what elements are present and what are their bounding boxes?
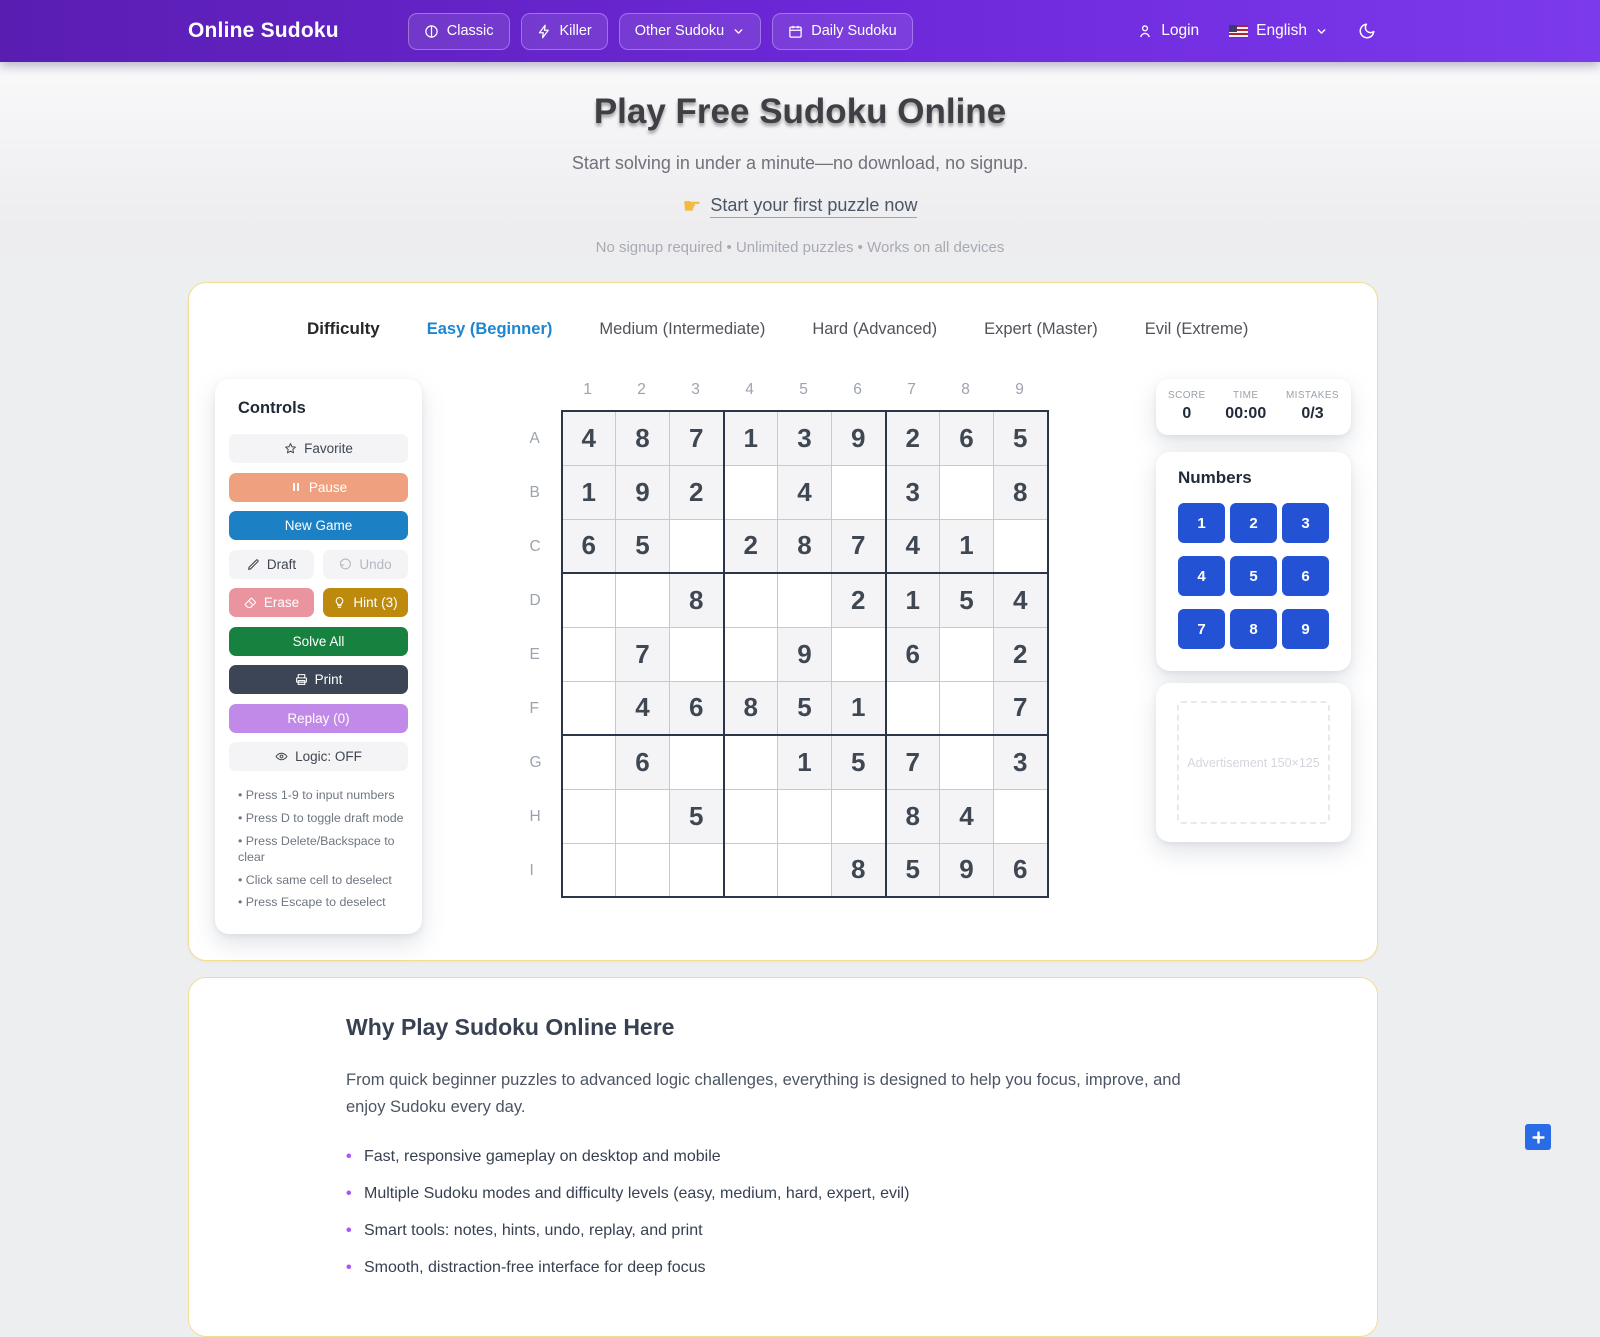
grid-row-label: E: [530, 628, 561, 682]
grid-cell-I2[interactable]: [616, 843, 670, 897]
grid-cell-F4[interactable]: 8: [724, 681, 778, 735]
grid-cell-F1[interactable]: [562, 681, 616, 735]
grid-cell-E1[interactable]: [562, 627, 616, 681]
stat-label: TIME: [1225, 390, 1266, 401]
control-button-label: Solve All: [293, 634, 345, 649]
control-button-print[interactable]: [229, 665, 408, 694]
stat-label: SCORE: [1168, 390, 1206, 401]
tab-easy-beginner[interactable]: Easy (Beginner): [427, 320, 553, 339]
nav-button-classic[interactable]: [408, 13, 510, 50]
grid-row-label: G: [530, 736, 561, 790]
grid-cell-B4[interactable]: [724, 465, 778, 519]
controls-panel: [215, 379, 422, 934]
controls-tips: [238, 788, 408, 911]
why-bullet: • Fast, responsive gameplay on desktop and mobile: [346, 1148, 1317, 1166]
grid-row-label: A: [530, 412, 561, 466]
hero-cta-line: [0, 195, 1600, 217]
hero: [0, 62, 1600, 256]
star-icon: [284, 442, 297, 455]
tip-item: • Click same cell to deselect: [238, 873, 404, 889]
stat-score: [1168, 390, 1206, 423]
login-button[interactable]: [1135, 18, 1201, 44]
grid-cell-C4[interactable]: 2: [724, 519, 778, 573]
pencil-icon: [247, 558, 260, 571]
grid-cell-B6[interactable]: [832, 465, 886, 519]
grid-cell-D3[interactable]: 8: [670, 573, 724, 627]
nav-label: Classic: [447, 23, 494, 39]
tab-medium-intermediate[interactable]: Medium (Intermediate): [599, 320, 765, 339]
grid-cell-H1[interactable]: [562, 789, 616, 843]
grid-cell-E3[interactable]: [670, 627, 724, 681]
grid-cell-E2[interactable]: 7: [616, 627, 670, 681]
grid-cell-I7[interactable]: 5: [886, 843, 940, 897]
grid-cell-A8[interactable]: 6: [940, 411, 994, 465]
number-pad: [1178, 503, 1329, 649]
plus-icon: [1530, 1129, 1547, 1146]
grid-column-header: 8: [939, 381, 993, 403]
grid-cell-F8[interactable]: [940, 681, 994, 735]
grid-column-header: 6: [831, 381, 885, 403]
why-bullet: • Smart tools: notes, hints, undo, replay, and print: [346, 1222, 1317, 1240]
start-puzzle-link[interactable]: Start your first puzzle now: [710, 195, 917, 218]
grid-cell-B9[interactable]: 8: [994, 465, 1048, 519]
grid-cell-H3[interactable]: 5: [670, 789, 724, 843]
grid-cell-H2[interactable]: [616, 789, 670, 843]
grid-cell-I9[interactable]: 6: [994, 843, 1048, 897]
header-right: [1135, 18, 1378, 44]
control-button-label: Logic: OFF: [295, 749, 362, 764]
grid-column-header: 4: [723, 381, 777, 403]
grid-cell-E4[interactable]: [724, 627, 778, 681]
grid-cell-A1[interactable]: 4: [562, 411, 616, 465]
grid-column-header: 3: [669, 381, 723, 403]
number-button-5[interactable]: 5: [1230, 556, 1277, 596]
hero-subtitle: Start solving in under a minute—no download, no signup.: [0, 153, 1600, 174]
stat-value: 00:00: [1225, 405, 1266, 423]
control-button-favorite[interactable]: [229, 434, 408, 463]
hero-features: No signup required • Unlimited puzzles • Works on all devices: [0, 239, 1600, 256]
grid-row-labels: [530, 410, 561, 898]
controls-rows: [229, 434, 408, 771]
grid-cell-C2[interactable]: 5: [616, 519, 670, 573]
right-column: [1156, 379, 1351, 842]
grid-cell-D8[interactable]: 5: [940, 573, 994, 627]
grid-cell-I5[interactable]: [778, 843, 832, 897]
grid-cell-G3[interactable]: [670, 735, 724, 789]
control-button-erase[interactable]: [229, 588, 314, 617]
grid-column-header: 7: [885, 381, 939, 403]
game-card: [188, 282, 1378, 961]
grid-row-label: D: [530, 574, 561, 628]
grid-cell-B2[interactable]: 9: [616, 465, 670, 519]
login-label: Login: [1161, 22, 1199, 40]
control-button-draft[interactable]: [229, 550, 314, 579]
grid-cell-G8[interactable]: [940, 735, 994, 789]
grid-row-label: I: [530, 844, 561, 898]
theme-toggle-button[interactable]: [1356, 18, 1378, 44]
control-button-label: Undo: [359, 557, 391, 572]
grid-cell-D5[interactable]: [778, 573, 832, 627]
grid-cell-H6[interactable]: [832, 789, 886, 843]
eye-icon: [275, 750, 288, 763]
grid-cell-G1[interactable]: [562, 735, 616, 789]
grid-cell-F2[interactable]: 4: [616, 681, 670, 735]
control-button-hint-3[interactable]: [323, 588, 408, 617]
numbers-panel: [1156, 452, 1351, 671]
grid-cell-C6[interactable]: 7: [832, 519, 886, 573]
grid-cell-B5[interactable]: 4: [778, 465, 832, 519]
grid-cell-A3[interactable]: 7: [670, 411, 724, 465]
nav-label: Killer: [560, 23, 592, 39]
grid-cell-A5[interactable]: 3: [778, 411, 832, 465]
grid-cell-F3[interactable]: 6: [670, 681, 724, 735]
numbers-title: Numbers: [1178, 468, 1329, 488]
stats-panel: [1156, 379, 1351, 435]
grid-cell-F9[interactable]: 7: [994, 681, 1048, 735]
control-button-new-game[interactable]: [229, 511, 408, 540]
bolt-icon: [537, 24, 552, 39]
grid-row-label: B: [530, 466, 561, 520]
number-button-4[interactable]: 4: [1178, 556, 1225, 596]
why-intro: From quick beginner puzzles to advanced logic challenges, everything is designed to help you focus, improve, and enjoy Sudoku every day.: [346, 1067, 1201, 1121]
stat-value: 0/3: [1286, 405, 1339, 423]
grid-cell-G6[interactable]: 5: [832, 735, 886, 789]
moon-icon: [1358, 22, 1376, 40]
grid-cell-B1[interactable]: 1: [562, 465, 616, 519]
grid-column-header: 5: [777, 381, 831, 403]
why-bullet: • Multiple Sudoku modes and difficulty levels (easy, medium, hard, expert, evil): [346, 1185, 1317, 1203]
grid-cell-C9[interactable]: [994, 519, 1048, 573]
grid-cell-C5[interactable]: 8: [778, 519, 832, 573]
grid-cell-C8[interactable]: 1: [940, 519, 994, 573]
control-button-solve-all[interactable]: [229, 627, 408, 656]
grid-row-label: C: [530, 520, 561, 574]
grid-cell-C7[interactable]: 4: [886, 519, 940, 573]
control-button-label: New Game: [285, 518, 353, 533]
grid-cell-A7[interactable]: 2: [886, 411, 940, 465]
grid-cell-I6[interactable]: 8: [832, 843, 886, 897]
grid-cell-H8[interactable]: 4: [940, 789, 994, 843]
stat-value: 0: [1168, 405, 1206, 423]
ad-placeholder: Advertisement 150×125: [1177, 701, 1330, 824]
grid-column-header: 2: [615, 381, 669, 403]
control-button-label: Pause: [309, 480, 347, 495]
grid-cell-E7[interactable]: 6: [886, 627, 940, 681]
stat-mistakes: [1286, 390, 1339, 423]
nav-label: Daily Sudoku: [811, 23, 896, 39]
grid-cell-A9[interactable]: 5: [994, 411, 1048, 465]
grid-cell-I3[interactable]: [670, 843, 724, 897]
tab-evil-extreme[interactable]: Evil (Extreme): [1145, 320, 1249, 339]
control-button-label: Replay (0): [287, 711, 349, 726]
grid-cell-D1[interactable]: [562, 573, 616, 627]
language-label: English: [1256, 22, 1307, 40]
control-button-label: Erase: [264, 595, 299, 610]
number-button-6[interactable]: 6: [1282, 556, 1329, 596]
ad-panel: [1156, 683, 1351, 842]
grid-column-headers: [561, 381, 1049, 403]
grid-cell-A6[interactable]: 9: [832, 411, 886, 465]
grid-cell-E8[interactable]: [940, 627, 994, 681]
number-button-9[interactable]: 9: [1282, 609, 1329, 649]
grid-cell-G9[interactable]: 3: [994, 735, 1048, 789]
control-button-pause[interactable]: [229, 473, 408, 502]
grid-cell-F6[interactable]: 1: [832, 681, 886, 735]
grid-cell-A4[interactable]: 1: [724, 411, 778, 465]
grid-cell-H4[interactable]: [724, 789, 778, 843]
control-button-logic-off[interactable]: [229, 742, 408, 771]
tip-item: • Press D to toggle draft mode: [238, 811, 404, 827]
grid-cell-E5[interactable]: 9: [778, 627, 832, 681]
number-button-7[interactable]: 7: [1178, 609, 1225, 649]
us-flag-icon: [1229, 25, 1248, 38]
controls-title: Controls: [238, 399, 408, 418]
grid-cell-H9[interactable]: [994, 789, 1048, 843]
grid-cell-G7[interactable]: 7: [886, 735, 940, 789]
control-button-label: Hint (3): [353, 595, 397, 610]
grid-cell-F5[interactable]: 5: [778, 681, 832, 735]
nav-button-other-sudoku[interactable]: [619, 13, 761, 50]
header: [0, 0, 1600, 62]
tab-expert-master[interactable]: Expert (Master): [984, 320, 1098, 339]
number-button-3[interactable]: 3: [1282, 503, 1329, 543]
printer-icon: [295, 673, 308, 686]
why-bullet: • Smooth, distraction-free interface for deep focus: [346, 1259, 1317, 1277]
nav-label: Other Sudoku: [635, 23, 724, 39]
grid-cell-G5[interactable]: 1: [778, 735, 832, 789]
why-title: Why Play Sudoku Online Here: [346, 1014, 1317, 1041]
control-button-replay-0[interactable]: [229, 704, 408, 733]
logo[interactable]: Online Sudoku: [188, 19, 339, 43]
calendar-icon: [788, 24, 803, 39]
nav-button-daily-sudoku[interactable]: [772, 13, 912, 50]
grid-cell-A2[interactable]: 8: [616, 411, 670, 465]
chevron-down-icon: [732, 25, 745, 38]
stat-label: MISTAKES: [1286, 390, 1339, 401]
grid-cell-B8[interactable]: [940, 465, 994, 519]
grid-cell-G2[interactable]: 6: [616, 735, 670, 789]
main-nav: [408, 13, 913, 50]
pause-icon: [290, 481, 302, 493]
tab-hard-advanced[interactable]: Hard (Advanced): [812, 320, 937, 339]
eraser-icon: [244, 596, 257, 609]
control-button-undo[interactable]: [323, 550, 408, 579]
grid-cell-F7[interactable]: [886, 681, 940, 735]
grid-cell-I8[interactable]: 9: [940, 843, 994, 897]
grid-cell-I1[interactable]: [562, 843, 616, 897]
grid-cell-D7[interactable]: 1: [886, 573, 940, 627]
difficulty-label: Difficulty: [307, 319, 380, 339]
pointing-hand-icon: ☛: [683, 196, 702, 217]
stat-time: [1225, 390, 1266, 423]
number-button-2[interactable]: 2: [1230, 503, 1277, 543]
chevron-down-icon: [1315, 25, 1328, 38]
grid-row-label: F: [530, 682, 561, 736]
grid-cell-I4[interactable]: [724, 843, 778, 897]
grid-cell-D9[interactable]: 4: [994, 573, 1048, 627]
control-button-label: Print: [315, 672, 343, 687]
grid-cell-C1[interactable]: 6: [562, 519, 616, 573]
grid-cell-E9[interactable]: 2: [994, 627, 1048, 681]
control-button-label: Favorite: [304, 441, 353, 456]
difficulty-tabs: [215, 319, 1351, 339]
sudoku-grid: [561, 410, 1049, 898]
tip-item: • Press 1-9 to input numbers: [238, 788, 404, 804]
undo-icon: [339, 558, 352, 571]
grid-column-header: 1: [561, 381, 615, 403]
grid-row-label: H: [530, 790, 561, 844]
grid-cell-B7[interactable]: 3: [886, 465, 940, 519]
grid-cell-D2[interactable]: [616, 573, 670, 627]
nav-button-killer[interactable]: [521, 13, 608, 50]
language-selector[interactable]: [1227, 18, 1330, 44]
number-button-8[interactable]: 8: [1230, 609, 1277, 649]
page-title: Play Free Sudoku Online: [0, 92, 1600, 132]
user-icon: [1137, 23, 1153, 39]
grid-cell-H5[interactable]: [778, 789, 832, 843]
grid-cell-H7[interactable]: 8: [886, 789, 940, 843]
grid-column-header: 9: [993, 381, 1047, 403]
number-button-1[interactable]: 1: [1178, 503, 1225, 543]
contrast-icon: [424, 24, 439, 39]
tip-item: • Press Escape to deselect: [238, 895, 404, 911]
grid-cell-C3[interactable]: [670, 519, 724, 573]
sudoku-board: [530, 379, 1049, 898]
control-button-label: Draft: [267, 557, 296, 572]
grid-cell-D4[interactable]: [724, 573, 778, 627]
why-bullets: [346, 1148, 1317, 1277]
share-button[interactable]: [1525, 1124, 1551, 1150]
why-section: [188, 977, 1378, 1337]
grid-cell-E6[interactable]: [832, 627, 886, 681]
tip-item: • Press Delete/Backspace to clear: [238, 834, 404, 866]
grid-cell-D6[interactable]: 2: [832, 573, 886, 627]
grid-cell-B3[interactable]: 2: [670, 465, 724, 519]
bulb-icon: [333, 596, 346, 609]
grid-cell-G4[interactable]: [724, 735, 778, 789]
